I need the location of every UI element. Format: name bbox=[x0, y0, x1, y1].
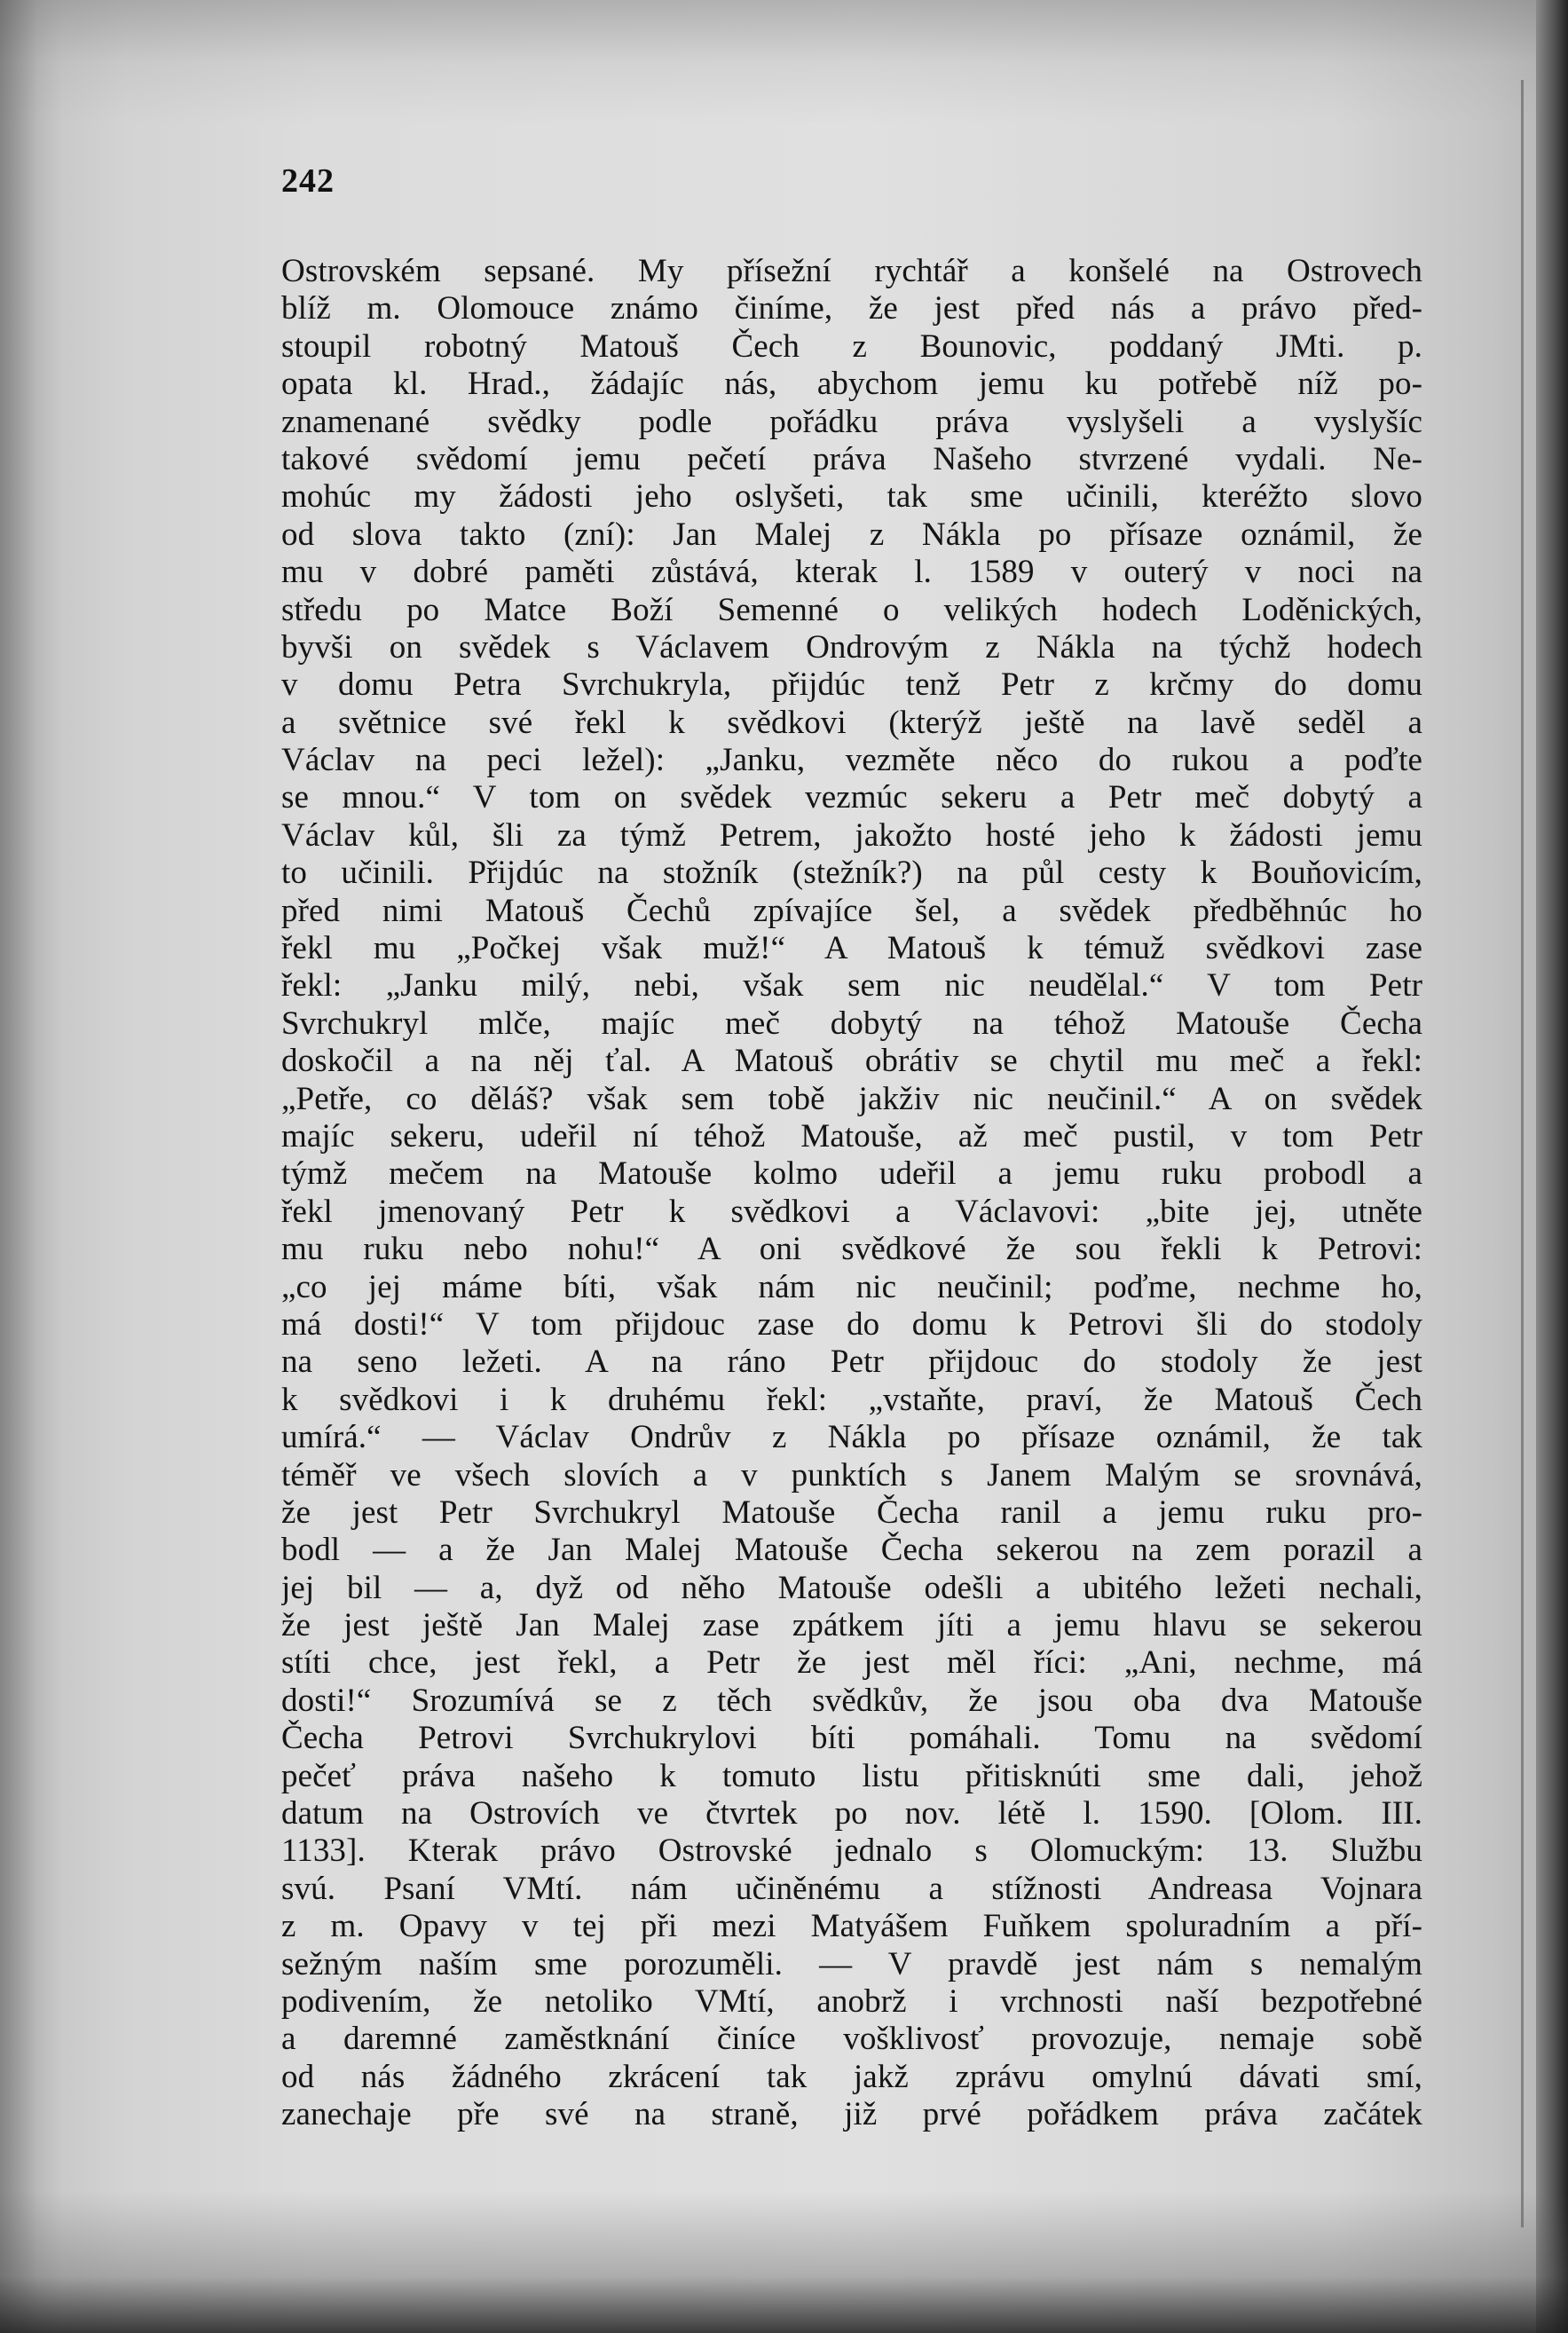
text-line: takové svědomí jemu pečetí práva Našeho stvrzené vydali. Ne- bbox=[281, 440, 1422, 477]
text-line: a daremné zaměstknání činíce vošklivosť provozuje, nemaje sobě bbox=[281, 2021, 1422, 2058]
text-line: stíti chce, jest řekl, a Petr že jest měl říci: „Ani, nechme, má bbox=[281, 1644, 1422, 1682]
text-line: Václav kůl, šli za týmž Petrem, jakožto hosté jeho k žádosti jemu bbox=[281, 816, 1422, 854]
text-line: před nimi Matouš Čechů zpívajíce šel, a svědek předběhnúc ho bbox=[281, 892, 1422, 929]
text-line: řekl mu „Počkej však muž!“ A Matouš k témuž svědkovi zase bbox=[281, 930, 1422, 967]
page-number: 242 bbox=[281, 162, 335, 200]
text-line: podivením, že netoliko VMtí, anobrž i vrchnosti naší bezpotřebné bbox=[281, 1982, 1422, 2020]
text-line: Václav na peci ležel): „Janku, vezměte něco do rukou a poďte bbox=[281, 742, 1422, 779]
text-line: že jest Petr Svrchukryl Matouše Čecha ranil a jemu ruku pro- bbox=[281, 1494, 1422, 1531]
text-line: z m. Opavy v tej při mezi Matyášem Fuňkem spoluradním a pří- bbox=[281, 1908, 1422, 1945]
spine-line bbox=[1521, 80, 1524, 2227]
text-line: týmž mečem na Matouše kolmo udeřil a jemu ruku probodl a bbox=[281, 1155, 1422, 1193]
text-line: opata kl. Hrad., žádajíc nás, abychom jemu ku potřebě níž po- bbox=[281, 366, 1422, 403]
text-line: Čecha Petrovi Svrchukrylovi bíti pomáhali. Tomu na svědomí bbox=[281, 1720, 1422, 1757]
text-line: má dosti!“ V tom přijdouc zase do domu k Petrovi šli do stodoly bbox=[281, 1305, 1422, 1343]
text-line: umírá.“ — Václav Ondrův z Nákla po přísaze oznámil, že tak bbox=[281, 1419, 1422, 1456]
text-line: majíc sekeru, udeřil ní téhož Matouše, až meč pustil, v tom Petr bbox=[281, 1117, 1422, 1155]
text-line: mu ruku nebo nohu!“ A oni svědkové že sou řekli k Petrovi: bbox=[281, 1231, 1422, 1268]
text-line: na seno ležeti. A na ráno Petr přijdouc do stodoly že jest bbox=[281, 1344, 1422, 1381]
top-shadow bbox=[0, 0, 1568, 124]
text-line: od nás žádného zkrácení tak jakž zprávu omylnú dávati smí, bbox=[281, 2058, 1422, 2095]
text-line: svú. Psaní VMtí. nám učiněnému a stížnosti Andreasa Vojnara bbox=[281, 1870, 1422, 1907]
text-line: se mnou.“ V tom on svědek vezmúc sekeru a Petr meč dobytý a bbox=[281, 779, 1422, 816]
text-line: blíž m. Olomouce známo činíme, že jest před nás a právo před- bbox=[281, 290, 1422, 327]
text-line: Ostrovském sepsané. My přísežní rychtář a konšelé na Ostrovech bbox=[281, 253, 1422, 289]
text-line: v domu Petra Svrchukryla, přijdúc tenž Petr z krčmy do domu bbox=[281, 666, 1422, 704]
text-line: a světnice své řekl k svědkovi (kterýž ještě na lavě seděl a bbox=[281, 704, 1422, 741]
body-text bbox=[281, 253, 1422, 2134]
text-line: mohúc my žádosti jeho oslyšeti, tak sme učinili, kteréžto slovo bbox=[281, 478, 1422, 516]
text-line: „Petře, co děláš? však sem tobě jakživ nic neučinil.“ A on svědek bbox=[281, 1080, 1422, 1117]
text-line: stoupil robotný Matouš Čech z Bounovic, poddaný JMti. p. bbox=[281, 327, 1422, 365]
bottom-shadow bbox=[0, 2191, 1568, 2333]
text-line: mu v dobré paměti zůstává, kterak l. 1589 v outerý v noci na bbox=[281, 554, 1422, 591]
text-line: pečeť práva našeho k tomuto listu přitisknúti sme dali, jehož bbox=[281, 1757, 1422, 1794]
text-line: znamenané svědky podle pořádku práva vyslyšeli a vyslyšíc bbox=[281, 403, 1422, 440]
text-line: k svědkovi i k druhému řekl: „vstaňte, praví, že Matouš Čech bbox=[281, 1381, 1422, 1418]
text-line: datum na Ostrovích ve čtvrtek po nov. létě l. 1590. [Olom. III. bbox=[281, 1795, 1422, 1833]
text-line: řekl: „Janku milý, nebi, však sem nic neudělal.“ V tom Petr bbox=[281, 967, 1422, 1005]
text-line: bodl — a že Jan Malej Matouše Čecha sekerou na zem porazil a bbox=[281, 1532, 1422, 1569]
text-line: 1133]. Kterak právo Ostrovské jednalo s Olomuckým: 13. Službu bbox=[281, 1833, 1422, 1870]
text-line: doskočil a na něj ťal. A Matouš obrátiv se chytil mu meč a řekl: bbox=[281, 1043, 1422, 1080]
text-line: to učinili. Přijdúc na stožník (stežník?) na půl cesty k Bouňovicím, bbox=[281, 855, 1422, 892]
text-line: Svrchukryl mlče, majíc meč dobytý na téhož Matouše Čecha bbox=[281, 1005, 1422, 1042]
book-spine bbox=[1536, 0, 1568, 2333]
text-line: byvši on svědek s Václavem Ondrovým z Nákla na týchž hodech bbox=[281, 628, 1422, 666]
text-line: že jest ještě Jan Malej zase zpátkem jíti a jemu hlavu se sekerou bbox=[281, 1607, 1422, 1644]
text-line: od slova takto (zní): Jan Malej z Nákla po přísaze oznámil, že bbox=[281, 516, 1422, 553]
text-line: jej bil — a, dyž od něho Matouše odešli a ubitého ležeti nechali, bbox=[281, 1569, 1422, 1606]
text-line: „co jej máme bíti, však nám nic neučinil; poďme, nechme ho, bbox=[281, 1268, 1422, 1305]
text-line: téměř ve všech slovích a v punktích s Janem Malým se srovnává, bbox=[281, 1456, 1422, 1494]
text-line: zanechaje pře své na straně, již prvé pořádkem práva začátek bbox=[281, 2096, 1422, 2133]
left-edge-shadow bbox=[0, 0, 62, 2333]
text-line: středu po Matce Boží Semenné o velikých hodech Loděnických, bbox=[281, 591, 1422, 628]
text-line: dosti!“ Srozumívá se z těch svědkův, že jsou oba dva Matouše bbox=[281, 1682, 1422, 1719]
text-line: sežným naším sme porozuměli. — V pravdě jest nám s nemalým bbox=[281, 1945, 1422, 1982]
text-line: řekl jmenovaný Petr k svědkovi a Václavovi: „bite jej, utněte bbox=[281, 1193, 1422, 1230]
